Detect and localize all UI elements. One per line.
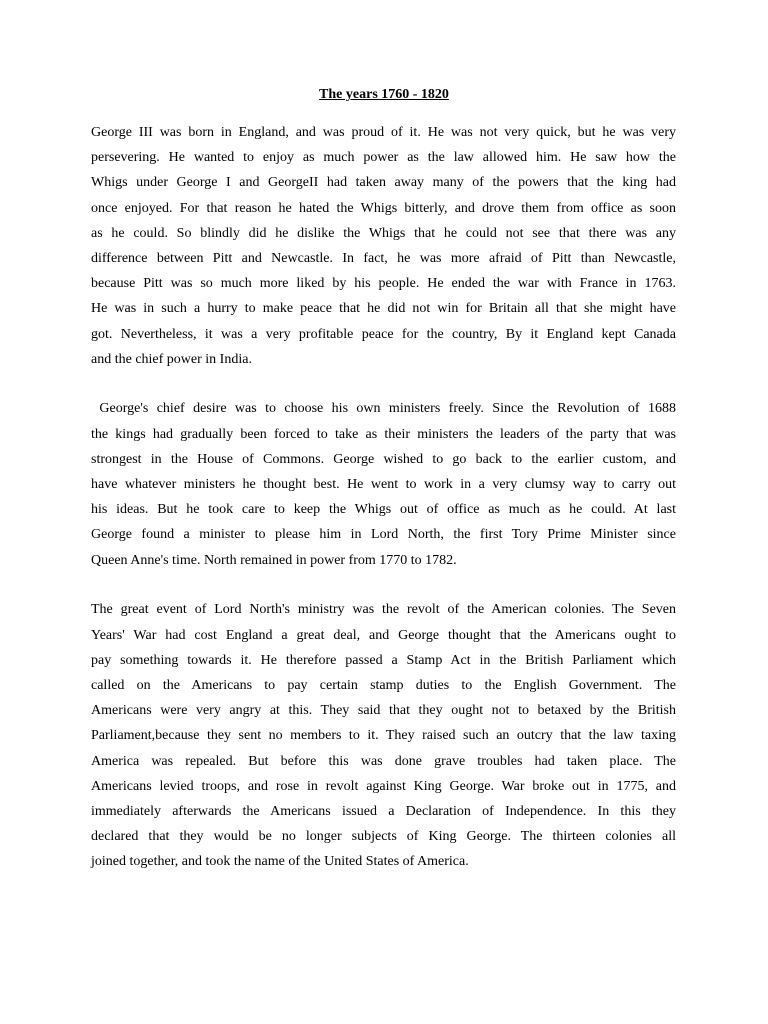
document-body	[91, 120, 676, 874]
paragraph-line: once enjoyed. For that reason he hated the Whigs bitterly, and drove them from office as soon	[91, 200, 676, 216]
paragraph-line: George found a minister to please him in Lord North, the first Tory Prime Minister since	[91, 527, 676, 543]
paragraph-line: George's chief desire was to choose his own ministers freely. Since the Revolution of 1688	[91, 401, 676, 417]
paragraph-line: Years' War had cost England a great deal, and George thought that the Americans ought to	[91, 627, 676, 643]
paragraph-line: Whigs under George I and GeorgeII had taken away many of the powers that the king had	[91, 175, 676, 191]
paragraph-line: Parliament,because they sent no members to it. They raised such an outcry that the law taxing	[91, 728, 676, 744]
paragraph-line: have whatever ministers he thought best. He went to work in a very clumsy way to carry out	[91, 477, 676, 493]
paragraph-line: his ideas. But he took care to keep the Whigs out of office as much as he could. At last	[91, 502, 676, 518]
paragraph-line: strongest in the House of Commons. George wished to go back to the earlier custom, and	[91, 451, 676, 467]
paragraph-line: pay something towards it. He therefore passed a Stamp Act in the British Parliament which	[91, 652, 676, 668]
paragraph-line: the kings had gradually been forced to take as their ministers the leaders of the party that was	[91, 426, 676, 442]
paragraph-3	[91, 597, 676, 874]
paragraph-line: Americans were very angry at this. They said that they ought not to betaxed by the British	[91, 703, 676, 719]
paragraph-line: Queen Anne's time. North remained in power from 1770 to 1782.	[91, 552, 457, 568]
paragraph-line: called on the Americans to pay certain stamp duties to the English Government. The	[91, 677, 676, 693]
paragraph-line: persevering. He wanted to enjoy as much power as the law allowed him. He saw how the	[91, 150, 676, 166]
paragraph-line: America was repealed. But before this was done grave troubles had taken place. The	[91, 753, 676, 769]
paragraph-line: immediately afterwards the Americans issued a Declaration of Independence. In this they	[91, 803, 676, 819]
document-title: The years 1760 - 1820	[319, 87, 449, 102]
paragraph-line: The great event of Lord North's ministry was the revolt of the American colonies. The Seven	[91, 602, 676, 618]
paragraph-line: joined together, and took the name of the United States of America.	[91, 854, 469, 870]
paragraph-1	[91, 120, 676, 372]
paragraph-line: Americans levied troops, and rose in revolt against King George. War broke out in 1775, and	[91, 778, 676, 794]
paragraph-2	[91, 396, 676, 572]
paragraph-line: difference between Pitt and Newcastle. In fact, he was more afraid of Pitt than Newcastle,	[91, 250, 676, 266]
paragraph-line: got. Nevertheless, it was a very profitable peace for the country, By it England kept Canada	[91, 326, 676, 342]
paragraph-line: declared that they would be no longer subjects of King George. The thirteen colonies all	[91, 829, 676, 845]
paragraph-line: and the chief power in India.	[91, 351, 252, 367]
paragraph-line: He was in such a hurry to make peace that he did not win for Britain all that she might have	[91, 301, 676, 317]
paragraph-line: George III was born in England, and was proud of it. He was not very quick, but he was very	[91, 125, 676, 140]
paragraph-line: as he could. So blindly did he dislike the Whigs that he could not see that there was any	[91, 225, 676, 241]
paragraph-line: because Pitt was so much more liked by his people. He ended the war with France in 1763.	[91, 276, 676, 292]
